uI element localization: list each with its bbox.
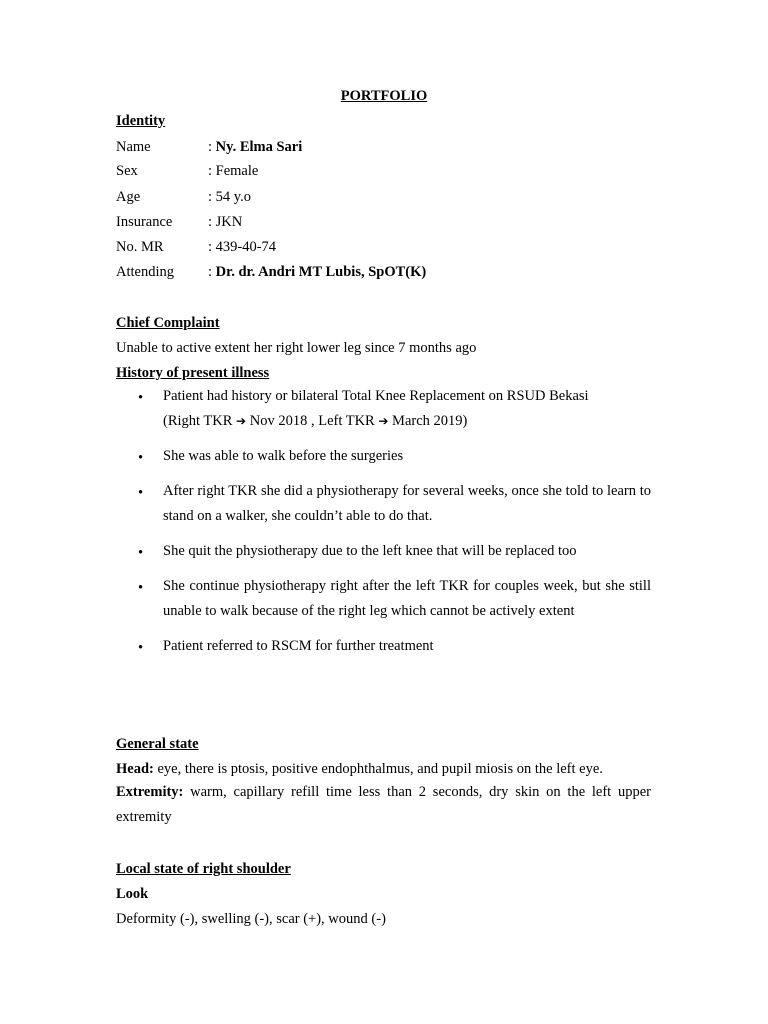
- history-item-2: She was able to walk before the surgeries: [163, 448, 404, 464]
- chief-complaint-text: Unable to active extent her right lower leg since 7 months ago: [116, 340, 477, 356]
- bullet-icon: •: [138, 545, 144, 561]
- history-item-6: Patient referred to RSCM for further treatment: [163, 638, 434, 654]
- bullet-icon: •: [138, 450, 144, 466]
- identity-heading: Identity: [116, 113, 166, 129]
- bullet-icon: •: [138, 485, 144, 501]
- general-state-extremity: Extremity: warm, capillary refill time less than 2 seconds, dry skin on the left upper extremity: [116, 784, 651, 825]
- identity-label-age: Age: [116, 189, 141, 205]
- look-text: Deformity (-), swelling (-), scar (+), wound (-): [116, 911, 386, 927]
- identity-value-sex: : Female: [208, 163, 259, 179]
- bullet-icon: •: [138, 580, 144, 596]
- document-title: PORTFOLIO: [340, 88, 428, 104]
- history-item-1: Patient had history or bilateral Total Knee Replacement on RSUD Bekasi (Right TKR ➔ Nov 2018 , Left TKR ➔ March 2019): [163, 388, 589, 429]
- history-heading: History of present illness: [116, 365, 270, 381]
- identity-label-name: Name: [116, 139, 151, 155]
- identity-label-mr: No. MR: [116, 239, 164, 255]
- chief-complaint-heading: Chief Complaint: [116, 315, 220, 331]
- arrow-right-icon: ➔: [378, 414, 389, 428]
- bullet-icon: •: [138, 640, 144, 656]
- identity-value-mr: : 439-40-74: [208, 239, 277, 255]
- head-label: Head:: [116, 761, 154, 777]
- arrow-right-icon: ➔: [236, 414, 247, 428]
- extremity-label: Extremity:: [116, 784, 184, 800]
- general-state-head: Head: eye, there is ptosis, positive endophthalmus, and pupil miosis on the left eye.: [116, 761, 603, 777]
- bullet-icon: •: [138, 390, 144, 406]
- identity-label-sex: Sex: [116, 163, 138, 179]
- identity-label-insurance: Insurance: [116, 214, 173, 230]
- identity-value-age: : 54 y.o: [208, 189, 251, 205]
- look-label: Look: [116, 886, 149, 902]
- identity-value-attending: : Dr. dr. Andri MT Lubis, SpOT(K): [208, 264, 427, 280]
- identity-label-attending: Attending: [116, 264, 174, 280]
- identity-value-insurance: : JKN: [208, 214, 243, 230]
- local-state-heading: Local state of right shoulder: [116, 861, 291, 877]
- history-item-3: After right TKR she did a physiotherapy for several weeks, once she told to learn to stand on a walker, she couldn’t able to do that.: [163, 483, 651, 524]
- general-state-heading: General state: [116, 736, 199, 752]
- identity-value-name: : Ny. Elma Sari: [208, 139, 303, 155]
- history-item-5: She continue physiotherapy right after the left TKR for couples week, but she still unable to walk because of the right leg which cannot be actively extent: [163, 578, 651, 619]
- history-item-4: She quit the physiotherapy due to the left knee that will be replaced too: [163, 543, 577, 559]
